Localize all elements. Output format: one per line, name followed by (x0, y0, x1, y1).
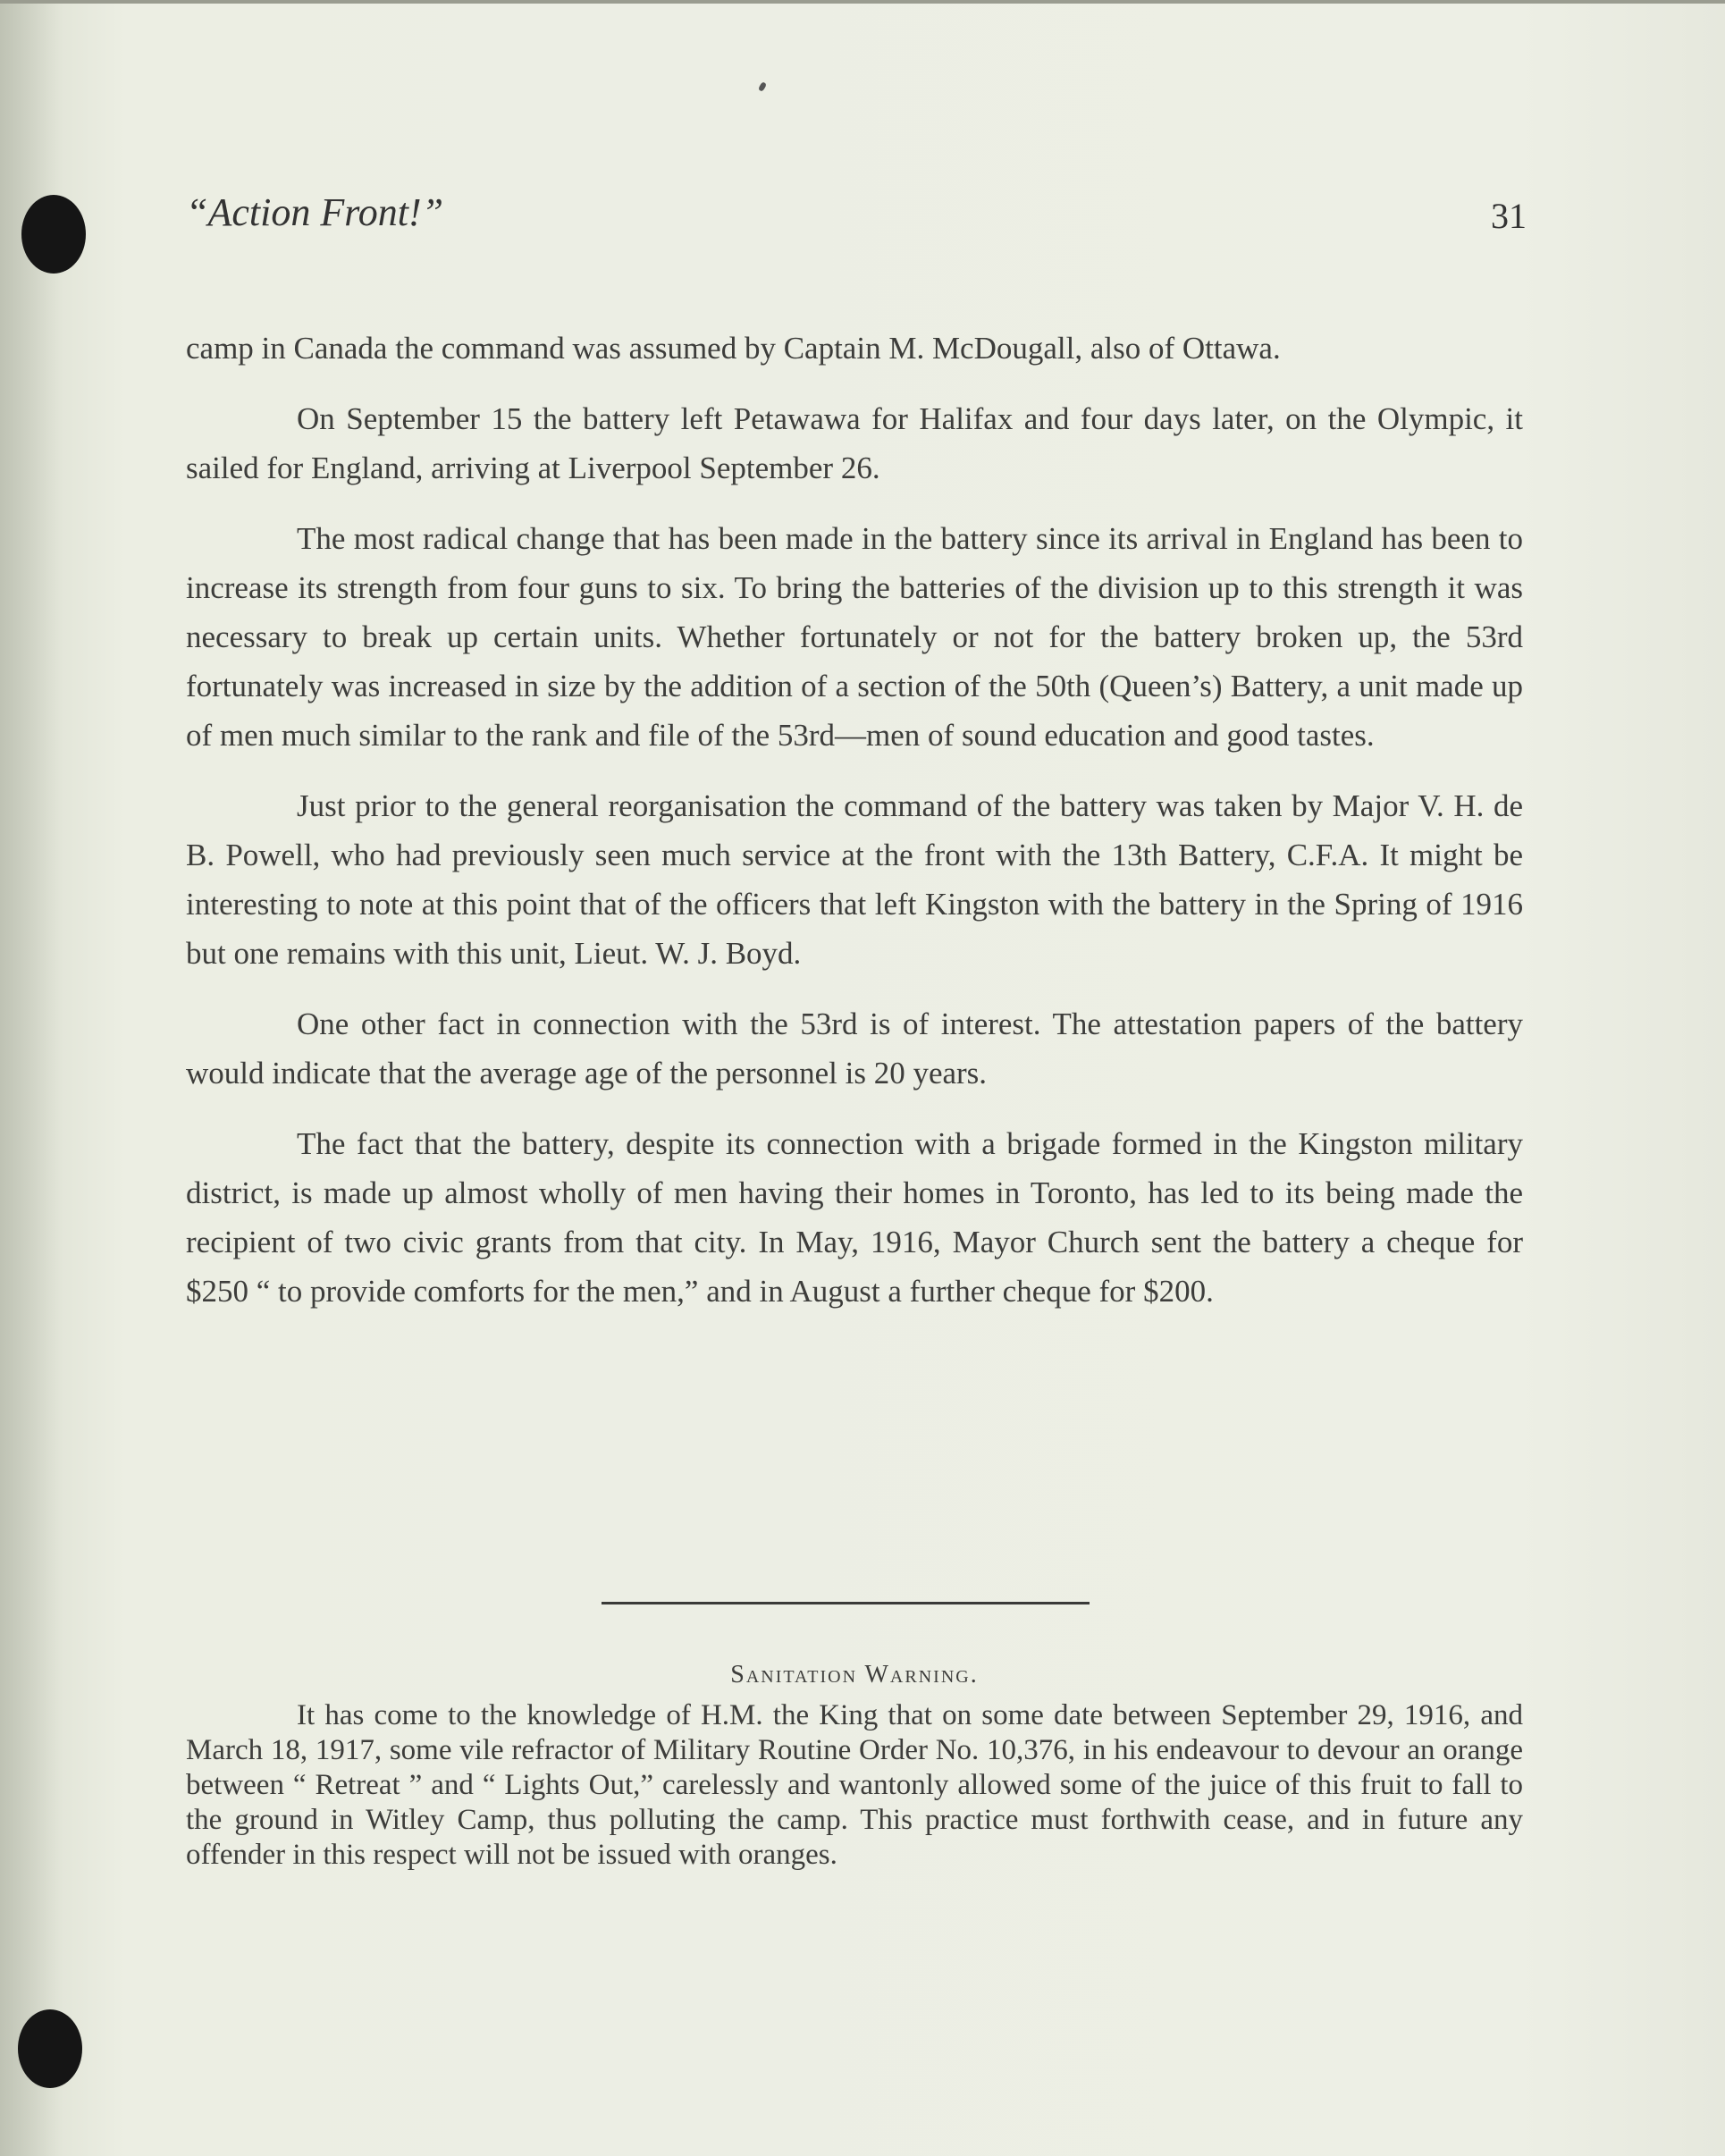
punch-hole-top (21, 195, 86, 274)
notice-heading: Sanitation Warning. (730, 1661, 979, 1689)
paragraph: camp in Canada the command was assumed by Captain M. McDougall, also of Ottawa. (186, 331, 1281, 366)
body-text (186, 324, 1523, 1337)
spine-shadow (0, 0, 63, 2156)
paragraph: Just prior to the general reorganisation the command of the battery was taken by Major V. H. de B. Powell, who had previously seen much service at the front with the 13th Battery, C.F.A. It might be interesting to note at this point that of the officers that left Kingston with the battery in the Spring of 1916 but one remains with this unit, Lieut. W. J. Boyd. (186, 788, 1523, 971)
section-divider (602, 1602, 1090, 1604)
page-number: 31 (1491, 196, 1527, 236)
page-top-edge (0, 0, 1725, 4)
sanitation-notice (186, 1661, 1523, 1873)
paragraph: The fact that the battery, despite its connection with a brigade formed in the Kingston military district, is made up almost wholly of men having their homes in Toronto, has led to its being made the recipient of two civic grants from that city. In May, 1916, Mayor Church sent the battery a cheque for $250 “ to provide comforts for the men,” and in August a further cheque for $200. (186, 1126, 1523, 1309)
page-header (186, 189, 1527, 252)
paragraph: On September 15 the battery left Petawawa for Halifax and four days later, on the Olympic, it sailed for England, arriving at Liverpool September 26. (186, 401, 1523, 485)
ink-speck (758, 81, 767, 92)
paragraph: One other fact in connection with the 53rd is of interest. The attestation papers of the battery would indicate that the average age of the personnel is 20 years. (186, 1006, 1523, 1091)
paragraph: The most radical change that has been made in the battery since its arrival in England has been to increase its strength from four guns to six. To bring the batteries of the division up to this strength it was necessary to break up certain units. Whether fortunately or not for the battery broken up, the 53rd fortunately was increased in size by the addition of a section of the 50th (Queen’s) Battery, a unit made up of men much similar to the rank and file of the 53rd—men of sound education and good tastes. (186, 521, 1523, 753)
running-title: “Action Front!” (186, 190, 444, 234)
punch-hole-bottom (18, 2009, 82, 2088)
notice-text: It has come to the knowledge of H.M. the King that on some date between September 29, 1916, and March 18, 1917, some vile refractor of Military Routine Order No. 10,376, in his endeavour to devour an orange between “ Retreat ” and “ Lights Out,” carelessly and wantonly allowed some of the juice of this fruit to fall to the ground in Witley Camp, thus polluting the camp. This practice must forthwith cease, and in future any offender in this respect will not be issued with oranges. (186, 1699, 1523, 1871)
